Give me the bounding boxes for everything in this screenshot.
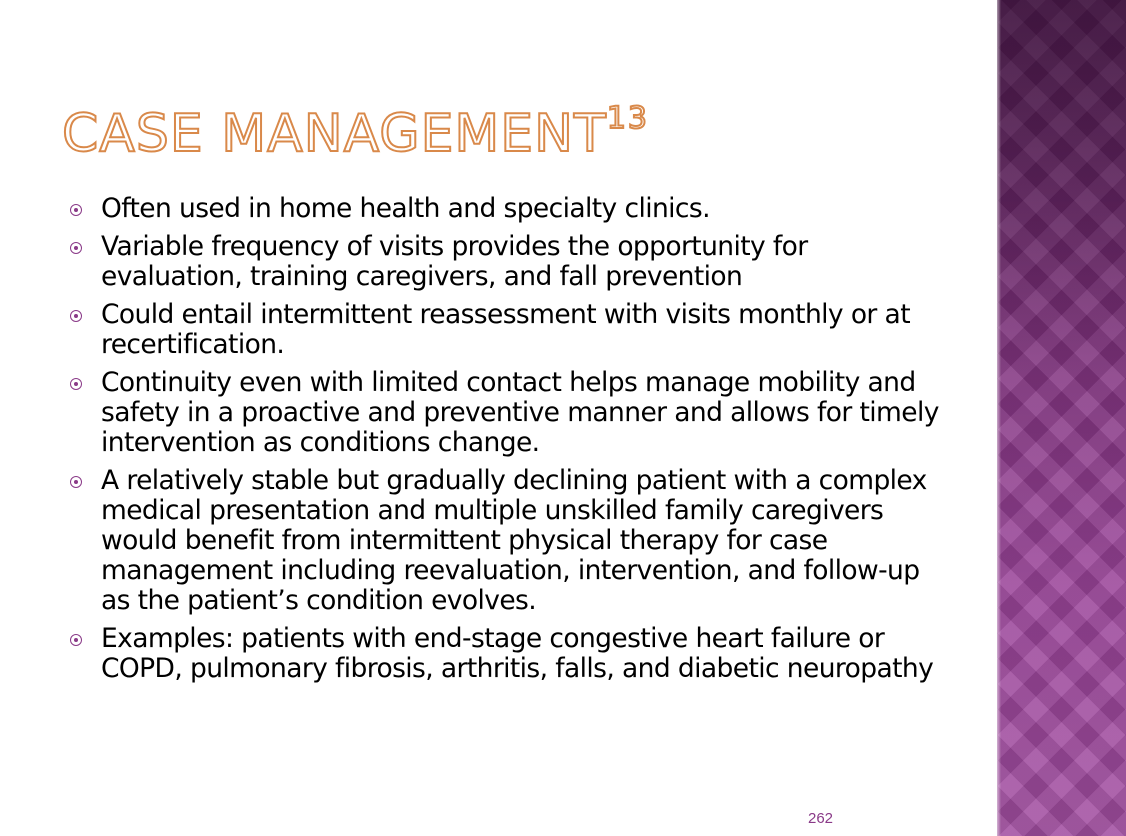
bullet-item (70, 194, 940, 224)
bullet-item (70, 232, 940, 292)
circle-dot-icon (70, 204, 82, 216)
bullet-item (70, 466, 940, 616)
circle-dot-icon (70, 378, 82, 390)
circle-dot-icon (70, 242, 82, 254)
bullet-item (70, 300, 940, 360)
slide-title-text: CASE MANAGEMENT (62, 104, 607, 164)
slide-title-superscript: 13 (606, 101, 649, 136)
circle-dot-icon (70, 476, 82, 488)
circle-dot-icon (70, 634, 82, 646)
circle-dot-icon (70, 310, 82, 322)
slide-title (62, 101, 649, 164)
bullet-text: A relatively stable but gradually declining patient with a complex medical presentation and multiple unskilled family caregivers would benefit from intermittent physical therapy for case management including reevaluation, intervention, and follow-up as the patient’s condition evolves. (101, 465, 927, 616)
bullet-text: Variable frequency of visits provides the opportunity for evaluation, training caregivers, and fall prevention (101, 231, 808, 292)
decorative-side-band (997, 0, 1126, 836)
bullet-text: Could entail intermittent reassessment with visits monthly or at recertification. (101, 299, 910, 360)
bullet-text: Examples: patients with end-stage congestive heart failure or COPD, pulmonary fibrosis, arthritis, falls, and diabetic neuropathy (101, 623, 934, 684)
side-band-edge (997, 0, 1001, 836)
bullet-item (70, 624, 940, 684)
page-number: 262 (808, 810, 834, 827)
bullet-text: Continuity even with limited contact helps manage mobility and safety in a proactive and preventive manner and allows for timely intervention as conditions change. (101, 367, 939, 458)
bullet-list (70, 194, 940, 692)
bullet-item (70, 368, 940, 458)
bullet-text: Often used in home health and specialty clinics. (101, 193, 710, 224)
